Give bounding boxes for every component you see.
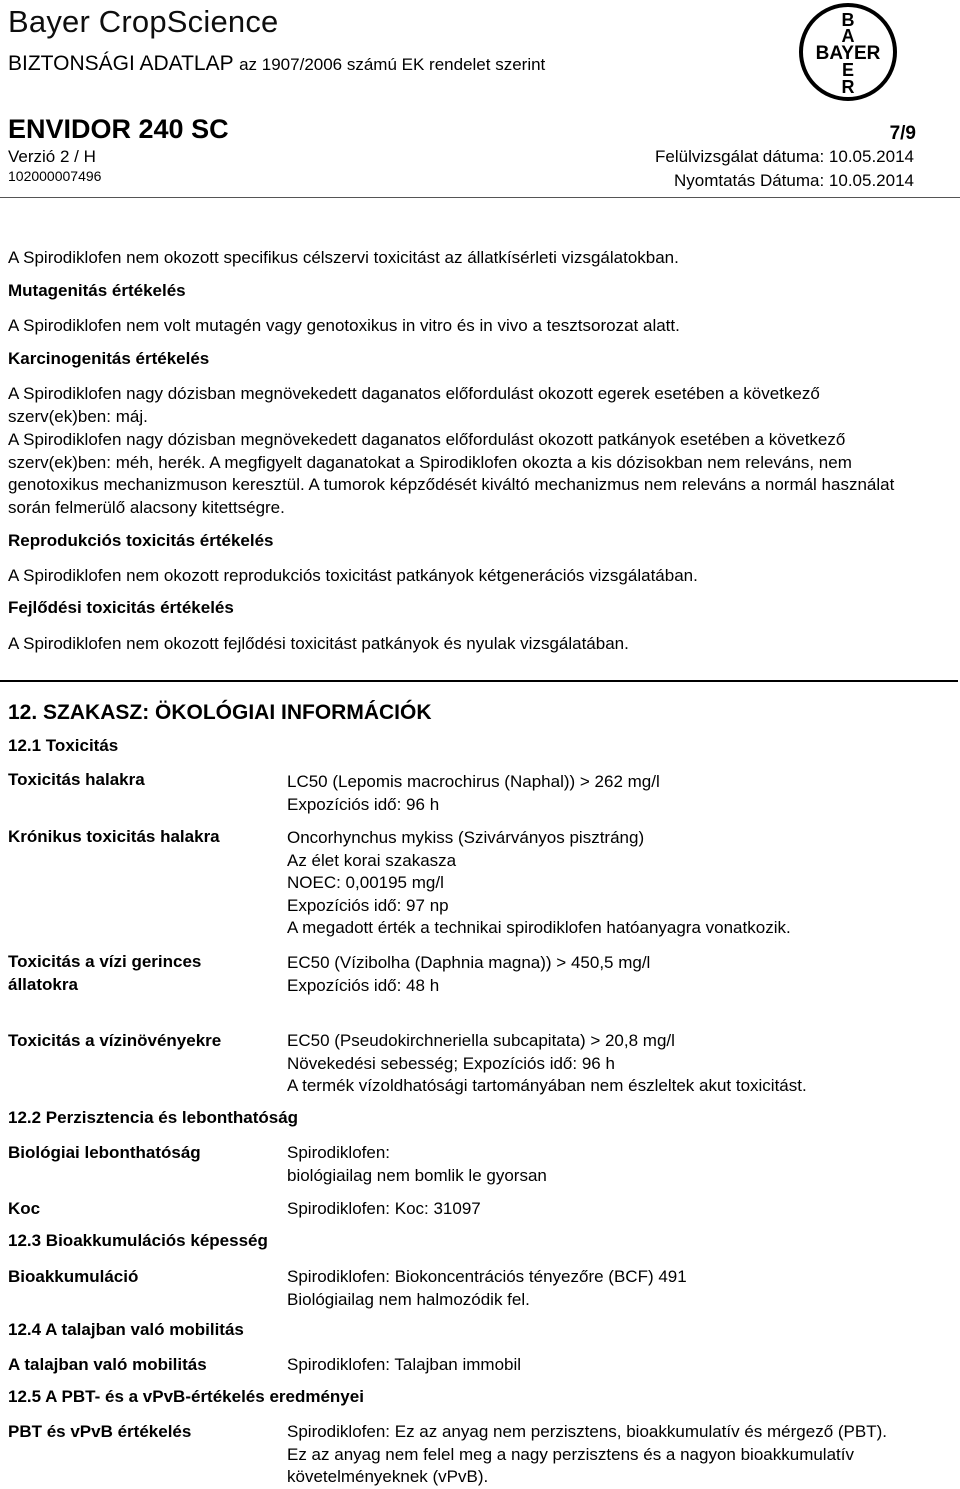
soil-mobility-value: Spirodiklofen: Talajban immobil: [287, 1355, 522, 1374]
logo-letter-left: A: [841, 26, 855, 46]
value-line: EC50 (Pseudokirchneriella subcapitata) > 20,8 mg/l: [287, 1031, 675, 1050]
section-12-title: 12. SZAKASZ: ÖKOLÓGIAI INFORMÁCIÓK: [8, 701, 432, 724]
biodegradability-label: Biológiai lebonthatóság: [8, 1143, 201, 1162]
koc-label: Koc: [8, 1199, 41, 1218]
value-line: Biológiailag nem halmozódik fel.: [287, 1289, 530, 1309]
document-type: BIZTONSÁGI ADATLAP: [8, 52, 234, 75]
carcinogenicity-mice-paragraph: A Spirodiklofen nagy dózisban megnövekedett daganatos előfordulást okozott egerek esetében a következő szerv(ek)ben: máj.: [8, 384, 820, 426]
value-line: Expozíciós idő: 97 np: [287, 895, 449, 915]
value-line: Növekedési sebesség; Expozíciós idő: 96 h: [287, 1053, 615, 1073]
logo-word-bayer: BAYER: [815, 43, 881, 64]
value-line: Spirodiklofen:: [287, 1143, 391, 1162]
logo-letter-top: B: [841, 10, 855, 30]
carcinogenicity-rats-paragraph: A Spirodiklofen nagy dózisban megnövekedett daganatos előfordulást okozott patkányok esetében a következő szerv(ek)ben: méh, herék. A megfigyelt daganatokat a Spirodiklofen okozta a kis dózisokban nem releváns, nem genotoxikus mechanizmuson keresztül. A tumorok képződését kiváltó mechanizmus nem releváns a normál használat során felmerülő alacsony kitettségre.: [8, 430, 895, 517]
value-line: Oncorhynchus mykiss (Szivárványos pisztráng): [287, 828, 645, 847]
aquatic-plant-toxicity-value: [287, 1030, 927, 1098]
print-date: Nyomtatás Dátuma: 10.05.2014: [673, 171, 914, 190]
value-line: Expozíciós idő: 96 h: [287, 794, 440, 814]
soil-mobility-label: A talajban való mobilitás: [8, 1355, 207, 1374]
version: Verzió 2 / H: [8, 147, 96, 166]
koc-value: Spirodiklofen: Koc: 31097: [287, 1199, 481, 1218]
value-line: EC50 (Vízibolha (Daphnia magna)) > 450,5 mg/l: [287, 953, 651, 972]
logo-letter-bottom: R: [841, 77, 855, 97]
value-line: biológiailag nem bomlik le gyorsan: [287, 1165, 547, 1185]
subsection-12-2: 12.2 Perzisztencia és lebonthatóság: [8, 1108, 299, 1127]
header-divider: [0, 197, 960, 198]
value-line: A termék vízoldhatósági tartományában nem észleltek akut toxicitást.: [287, 1076, 807, 1095]
document-title: [8, 52, 545, 76]
chronic-fish-toxicity-label: Krónikus toxicitás halakra: [8, 827, 220, 846]
biodegradability-value: [287, 1142, 927, 1187]
mutagenicity-heading: Mutagenitás értékelés: [8, 281, 186, 300]
fish-toxicity-value: [287, 771, 927, 816]
section-divider: [0, 680, 958, 682]
subsection-12-4: 12.4 A talajban való mobilitás: [8, 1320, 244, 1339]
value-line: A megadott érték a technikai spirodiklofen hatóanyagra vonatkozik.: [287, 918, 791, 937]
document-number: 102000007496: [8, 168, 102, 184]
logo-letter-right: E: [841, 60, 855, 80]
invertebrate-toxicity-label: Toxicitás a vízi gerinces állatokra: [8, 952, 202, 994]
carcinogenicity-heading: Karcinogenitás értékelés: [8, 349, 210, 368]
subsection-12-5: 12.5 A PBT- és a vPvB-értékelés eredményei: [8, 1387, 364, 1406]
bayer-cross-logo: [798, 2, 898, 102]
document-regulation: az 1907/2006 számú EK rendelet szerint: [239, 55, 546, 74]
value-line: Az élet korai szakasza: [287, 850, 457, 870]
product-name: ENVIDOR 240 SC: [8, 114, 229, 144]
review-date: Felülvizsgálat dátuma: 10.05.2014: [655, 147, 914, 166]
reproductive-toxicity-heading: Reprodukciós toxicitás értékelés: [8, 531, 274, 550]
chronic-fish-toxicity-value: [287, 827, 927, 940]
invertebrate-toxicity-value: [287, 952, 927, 997]
pbt-assessment-label: PBT és vPvB értékelés: [8, 1422, 192, 1441]
fish-toxicity-label: Toxicitás halakra: [8, 770, 145, 789]
value-line: Expozíciós idő: 48 h: [287, 975, 440, 995]
subsection-12-3: 12.3 Bioakkumulációs képesség: [8, 1231, 268, 1250]
bioaccumulation-value: [287, 1266, 927, 1311]
mutagenicity-paragraph: A Spirodiklofen nem volt mutagén vagy genotoxikus in vitro és in vivo a tesztsorozat alatt.: [8, 316, 680, 335]
page-number: 7/9: [889, 123, 916, 144]
developmental-toxicity-paragraph: A Spirodiklofen nem okozott fejlődési toxicitást patkányok és nyulak vizsgálatában.: [8, 634, 629, 653]
value-line: NOEC: 0,00195 mg/l: [287, 873, 444, 892]
company-name: Bayer CropScience: [8, 4, 279, 39]
pbt-assessment-value: Spirodiklofen: Ez az anyag nem perzisztens, bioakkumulatív és mérgező (PBT). Ez az anyag nem felel meg a nagy perzisztens és a nagyon bioakkumulatív követelményeknek (vPvB).: [287, 1422, 887, 1486]
bioaccumulation-label: Bioakkumuláció: [8, 1267, 139, 1286]
reproductive-toxicity-paragraph: A Spirodiklofen nem okozott reprodukciós toxicitást patkányok kétgenerációs vizsgálatában.: [8, 566, 698, 585]
value-line: LC50 (Lepomis macrochirus (Naphal)) > 262 mg/l: [287, 772, 660, 791]
subsection-12-1: 12.1 Toxicitás: [8, 736, 119, 755]
value-line: Spirodiklofen: Biokoncentrációs tényezőre (BCF) 491: [287, 1267, 687, 1286]
stot-paragraph: A Spirodiklofen nem okozott specifikus célszervi toxicitást az állatkísérleti vizsgálatokban.: [8, 248, 679, 267]
developmental-toxicity-heading: Fejlődési toxicitás értékelés: [8, 598, 234, 617]
aquatic-plant-toxicity-label: Toxicitás a vízinövényekre: [8, 1031, 222, 1050]
